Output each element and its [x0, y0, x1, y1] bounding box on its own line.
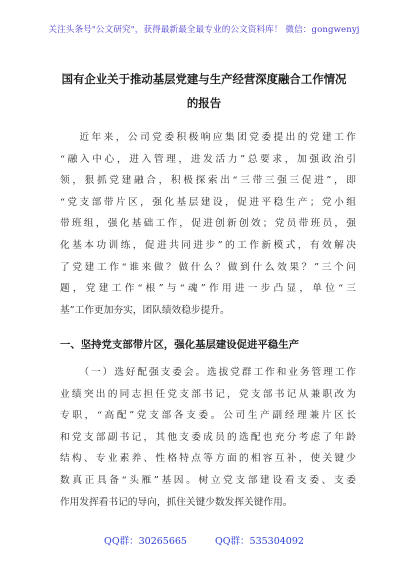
- paragraph-line: “党支部带片区，强化基层建设，促进平稳生产；党小组: [60, 196, 356, 208]
- paragraph-line: “融入中心，进入管理，进发活力”总要求，加强政治引: [60, 153, 356, 165]
- footer-contacts: [0, 535, 408, 549]
- promo-banner: 关注头条号"公文研究"，获得最新最全最专业的公文资料库！ 微信：gongwenyj: [48, 25, 360, 35]
- document-title-line-1: 国有企业关于推动基层党建与生产经营深度融合工作情况: [61, 72, 347, 86]
- paragraph-line: 基”工作更加夯实，团队绩效稳步提升。: [60, 304, 230, 316]
- paragraph-line: 领，狠抓党建融合，积极探索出“三带三强三促进”，即: [60, 175, 356, 187]
- paragraph-line: 结构、专业素养、性格特点等方面的相容互补，使关键少: [60, 453, 356, 465]
- paragraph-line: 题，党建工作“根”与“魂”作用进一步凸显，单位“三: [60, 283, 356, 295]
- paragraph-line: 带班组，强化基础工作，促进创新创效；党员带班员，强: [60, 218, 356, 230]
- document-title-line-2: 的报告: [186, 96, 222, 110]
- paragraph-line: 作用发挥看书记的导向，抓住关键少数发挥关键作用。: [60, 496, 293, 508]
- section-heading: 一、坚持党支部带片区，强化基层建设促进平稳生产: [60, 339, 299, 351]
- paragraph-line: 数真正具备“头雁”基因。树立党支部建设看支委、支委: [60, 474, 356, 486]
- qq-group-1: QQ群：30265665: [104, 536, 187, 547]
- paragraph-line: 和党支部副书记，其他支委成员的选配也充分考虑了年龄: [60, 431, 356, 443]
- paragraph-line: 近年来，公司党委积极响应集团党委提出的党建工作: [79, 132, 356, 143]
- paragraph-line: 化基本功训练，促进共同进步”的工作新模式，有效解决: [60, 239, 356, 251]
- qq-group-2: QQ群：535304092: [214, 536, 304, 547]
- paragraph-line: （一）选好配强支委会。选拔党群工作和业务管理工作: [79, 367, 356, 378]
- section-paragraph: [60, 362, 356, 513]
- paragraph-line: 了党建工作“谁来做？做什么？做到什么效果？”三个问: [60, 261, 356, 273]
- paragraph-line: 专职，“高配”党支部各支委。公司生产副经理兼片区长: [60, 410, 356, 422]
- paragraph-line: 业绩突出的同志担任党支部书记，党支部书记从兼职改为: [60, 388, 356, 400]
- intro-paragraph: [60, 127, 356, 321]
